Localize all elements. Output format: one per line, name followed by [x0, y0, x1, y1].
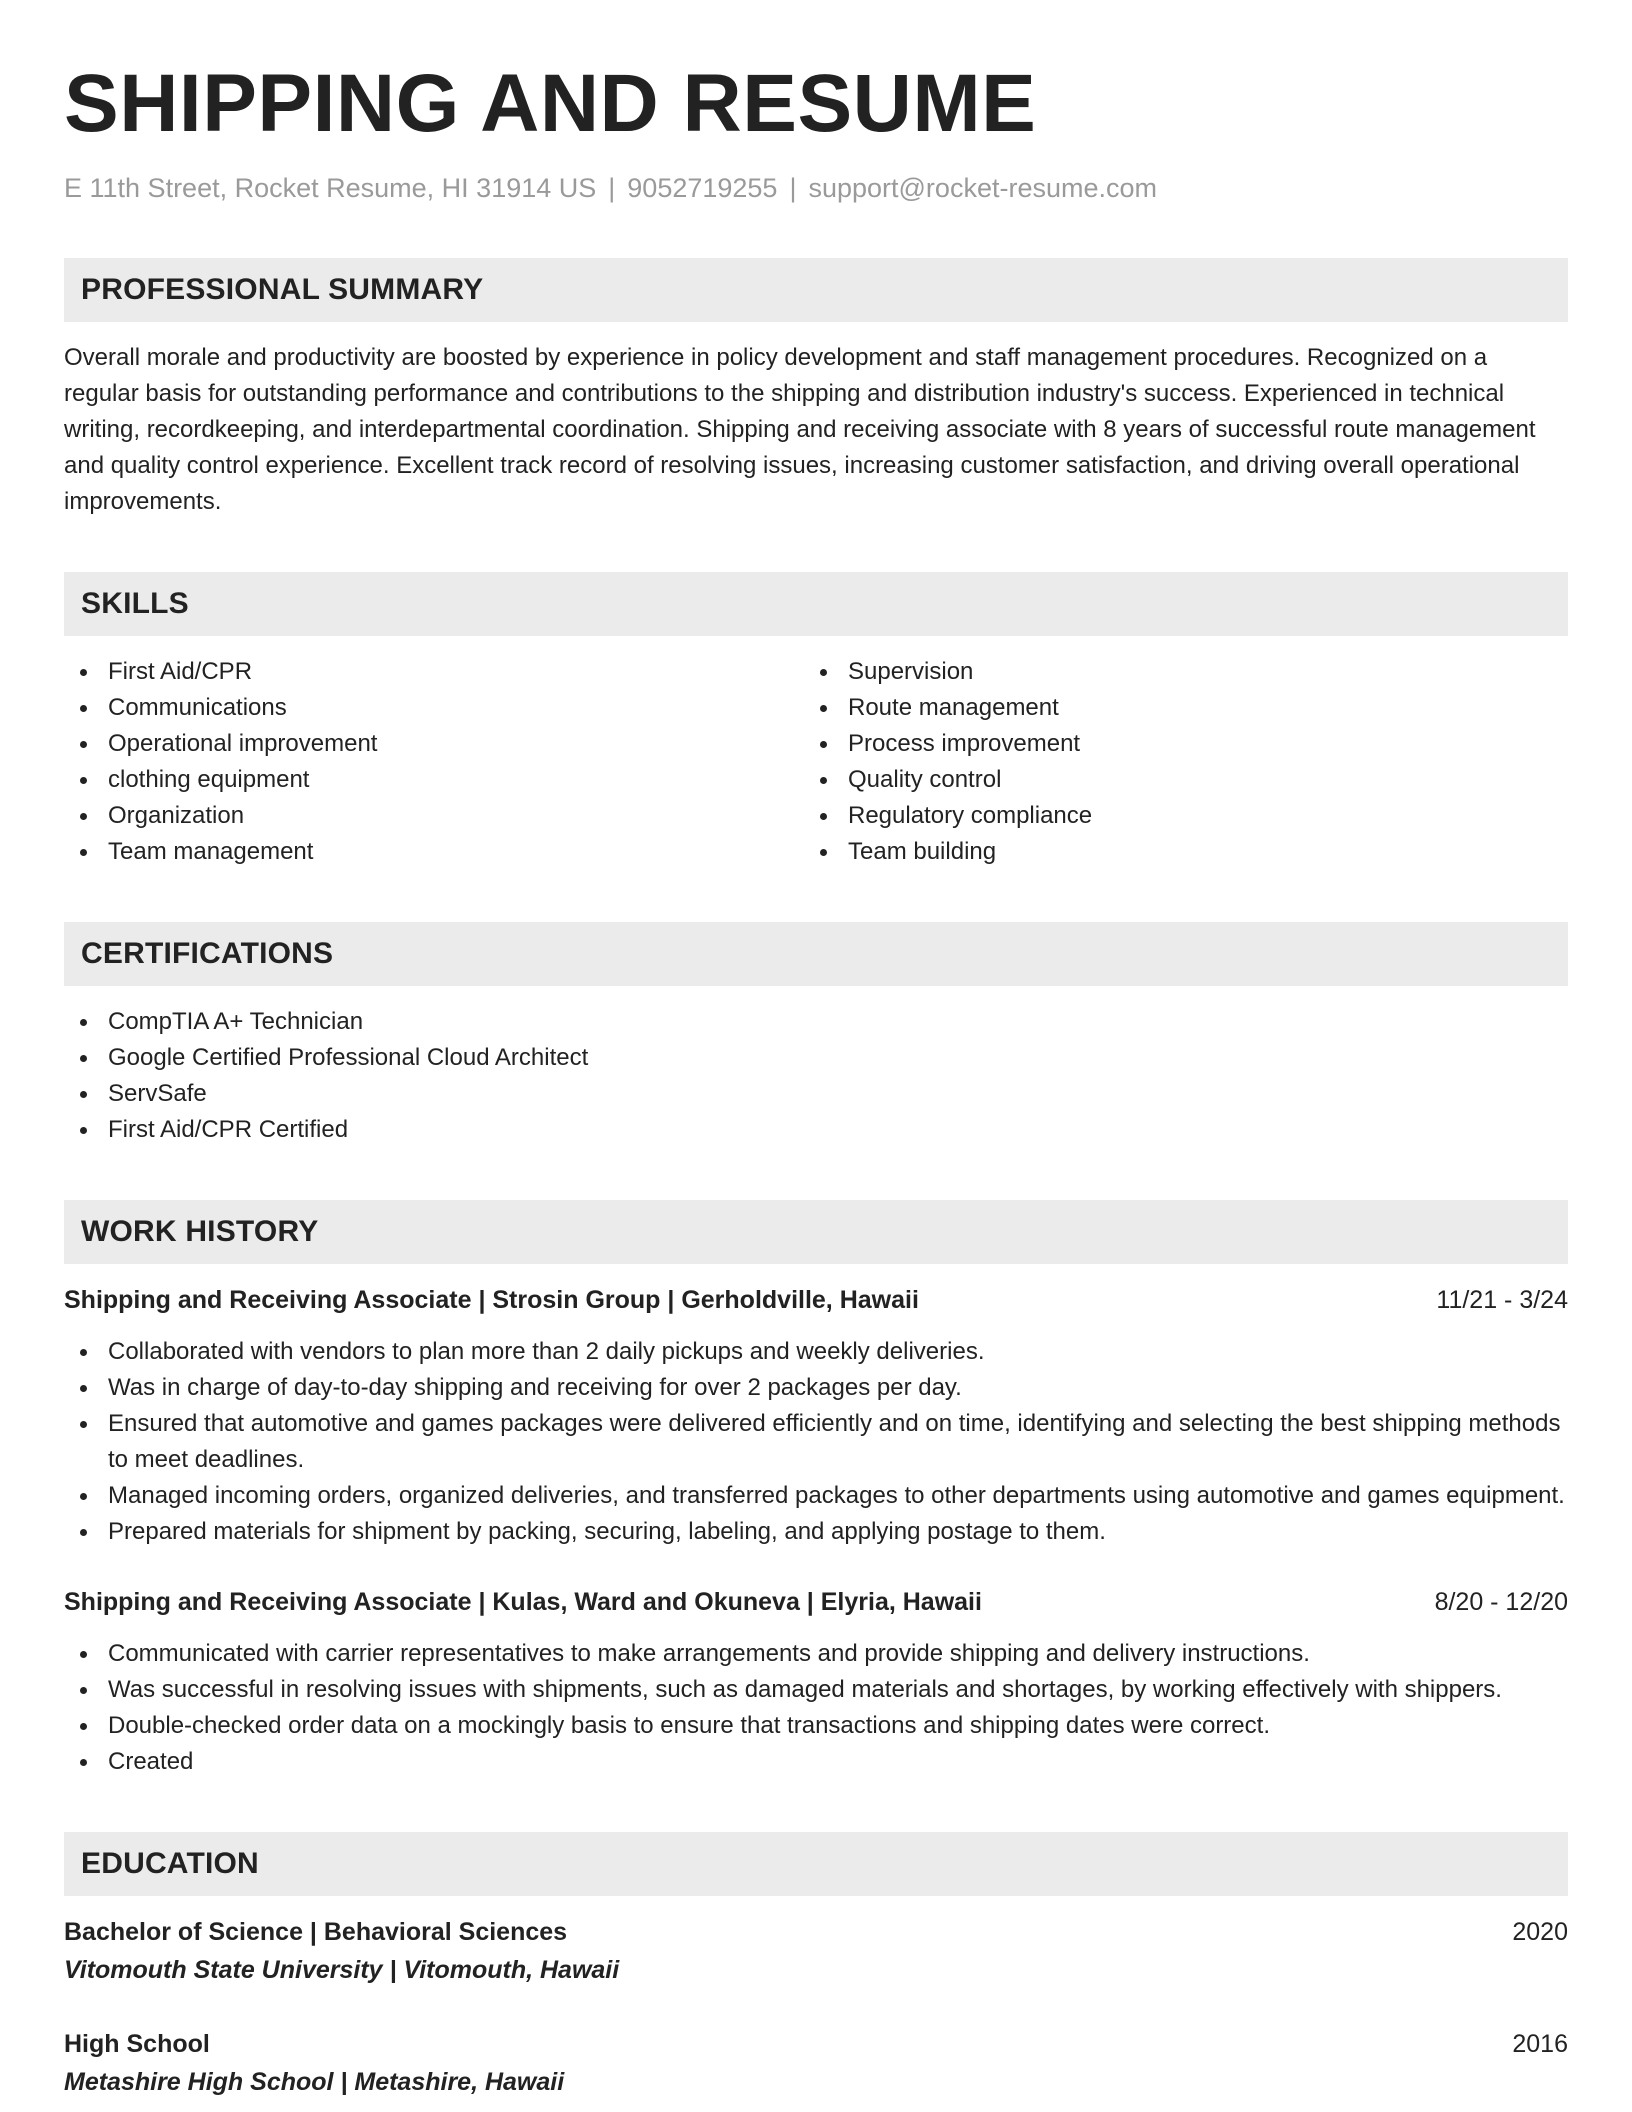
section-header-education: EDUCATION — [64, 1832, 1568, 1896]
job-title: Shipping and Receiving Associate | Kulas, Ward and Okuneva | Elyria, Hawaii — [64, 1588, 982, 1616]
skill-item: Communications — [64, 690, 804, 726]
job-title: Shipping and Receiving Associate | Strosin Group | Gerholdville, Hawaii — [64, 1286, 919, 1314]
certification-item: CompTIA A+ Technician — [64, 1004, 1568, 1040]
contact-separator: | — [789, 173, 797, 203]
job-dates: 11/21 - 3/24 — [1436, 1286, 1568, 1314]
skills-column-right — [804, 654, 1544, 870]
education-year: 2020 — [1512, 1918, 1568, 1946]
skills-grid — [64, 654, 1568, 870]
skill-item: Route management — [804, 690, 1544, 726]
contact-address: E 11th Street, Rocket Resume, HI 31914 US — [64, 173, 597, 203]
section-header-summary: PROFESSIONAL SUMMARY — [64, 258, 1568, 322]
contact-separator: | — [608, 173, 616, 203]
certification-item: First Aid/CPR Certified — [64, 1112, 1568, 1148]
skill-item: First Aid/CPR — [64, 654, 804, 690]
job-header — [64, 1584, 1568, 1620]
summary-paragraph: Overall morale and productivity are boosted by experience in policy development and staff management procedures. Recognized on a regular basis for outstanding performance and contributions to the shipping and distribution industry's success. Experienced in technical writing, recordkeeping, and interdepartmental coordination. Shipping and receiving associate with 8 years of successful route management and quality control experience. Excellent track record of resolving issues, increasing customer satisfaction, and driving overall operational improvements. — [64, 344, 1536, 515]
job-bullet: Managed incoming orders, organized deliveries, and transferred packages to other departments using automotive and games equipment. — [64, 1478, 1568, 1514]
skill-item: Operational improvement — [64, 726, 804, 762]
certifications-list — [64, 1004, 1568, 1148]
education-degree: Bachelor of Science | Behavioral Sciences — [64, 1918, 568, 1946]
job-bullets — [64, 1636, 1568, 1780]
skill-item: Supervision — [804, 654, 1544, 690]
job-bullet: Prepared materials for shipment by packing, securing, labeling, and applying postage to them. — [64, 1514, 1568, 1550]
skill-item: Process improvement — [804, 726, 1544, 762]
education-school: Vitomouth State University | Vitomouth, Hawaii — [64, 1956, 620, 1984]
contact-email[interactable]: support@rocket-resume.com — [808, 173, 1157, 203]
certification-item: Google Certified Professional Cloud Architect — [64, 1040, 1568, 1076]
job-dates: 8/20 - 12/20 — [1434, 1588, 1568, 1616]
skill-item: Team building — [804, 834, 1544, 870]
job-bullet: Communicated with carrier representatives to make arrangements and provide shipping and delivery instructions. — [64, 1636, 1568, 1672]
job-bullet: Created — [64, 1744, 1568, 1780]
job-entry — [64, 1584, 1568, 1780]
candidate-name: SHIPPING AND RESUME — [64, 58, 1037, 149]
contact-line — [64, 170, 1568, 206]
education-header — [64, 2026, 1568, 2062]
job-entry — [64, 1282, 1568, 1550]
education-degree: High School — [64, 2030, 210, 2058]
job-bullets — [64, 1334, 1568, 1550]
section-header-skills: SKILLS — [64, 572, 1568, 636]
education-entry — [64, 2026, 1568, 2100]
education-school: Metashire High School | Metashire, Hawaii — [64, 2068, 565, 2096]
skill-item: Organization — [64, 798, 804, 834]
job-bullet: Was successful in resolving issues with shipments, such as damaged materials and shortages, by working effectively with shippers. — [64, 1672, 1568, 1708]
certification-item: ServSafe — [64, 1076, 1568, 1112]
skill-item: Team management — [64, 834, 804, 870]
job-bullet: Double-checked order data on a mockingly basis to ensure that transactions and shipping dates were correct. — [64, 1708, 1568, 1744]
education-year: 2016 — [1512, 2030, 1568, 2058]
job-bullet: Was in charge of day-to-day shipping and receiving for over 2 packages per day. — [64, 1370, 1568, 1406]
contact-phone: 9052719255 — [627, 173, 778, 203]
skill-item: Quality control — [804, 762, 1544, 798]
education-header — [64, 1914, 1568, 1950]
job-bullet: Collaborated with vendors to plan more than 2 daily pickups and weekly deliveries. — [64, 1334, 1568, 1370]
skill-item: clothing equipment — [64, 762, 804, 798]
job-header — [64, 1282, 1568, 1318]
education-entry — [64, 1914, 1568, 1988]
skills-column-left — [64, 654, 804, 870]
section-header-certifications: CERTIFICATIONS — [64, 922, 1568, 986]
skill-item: Regulatory compliance — [804, 798, 1544, 834]
section-header-work-history: WORK HISTORY — [64, 1200, 1568, 1264]
job-bullet: Ensured that automotive and games packages were delivered efficiently and on time, identifying and selecting the best shipping methods to meet deadlines. — [64, 1406, 1568, 1478]
